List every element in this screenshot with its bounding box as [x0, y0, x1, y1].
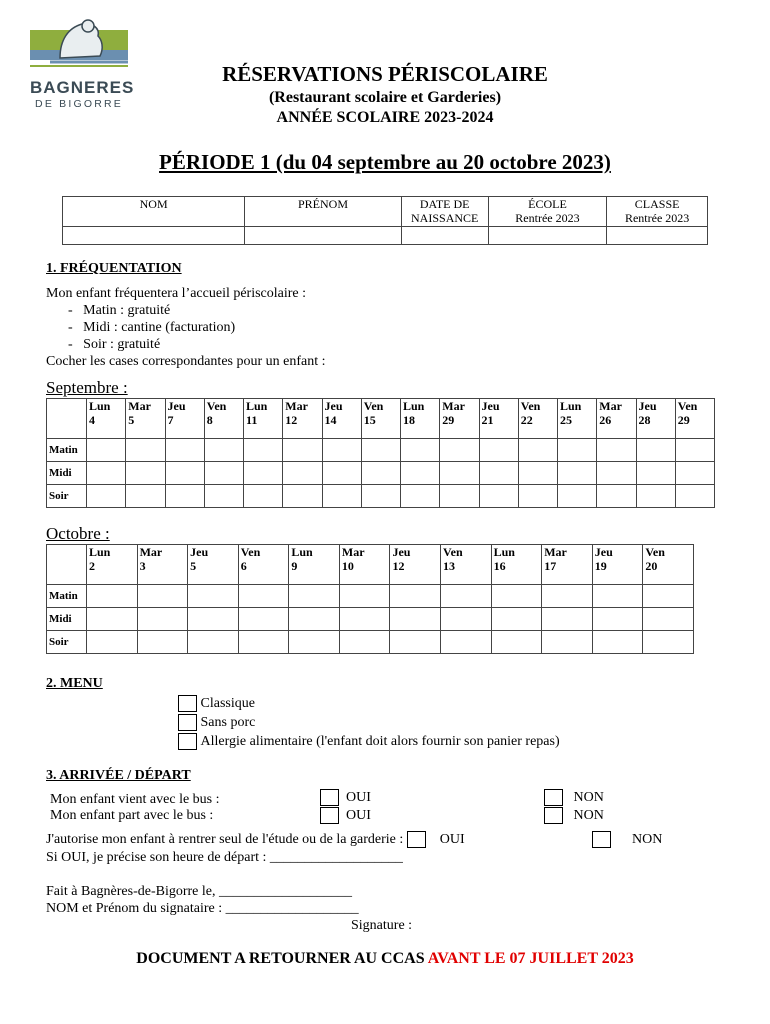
reservation-cell[interactable] [518, 439, 557, 462]
table-row [47, 631, 694, 654]
table-row [47, 439, 715, 462]
ecole-field[interactable] [488, 227, 607, 245]
row-label: Soir [47, 485, 87, 508]
reservation-cell[interactable] [289, 631, 340, 654]
bus-part-non[interactable]: NON [544, 807, 604, 824]
reservation-cell[interactable] [491, 631, 542, 654]
day-name: Ven [206, 399, 227, 413]
reservation-cell[interactable] [322, 485, 361, 508]
reservation-cell[interactable] [87, 439, 126, 462]
reservation-cell[interactable] [137, 585, 188, 608]
day-name: Lun [560, 399, 582, 413]
day-header [188, 545, 239, 585]
day-number: 14 [324, 413, 337, 427]
identity-table [62, 196, 708, 245]
menu-options [178, 694, 560, 751]
checkbox[interactable] [178, 714, 197, 731]
bus-vient-oui[interactable]: OUI [320, 789, 371, 806]
naissance-line2: NAISSANCE [411, 211, 479, 225]
table-row [47, 485, 715, 508]
reservation-cell[interactable] [244, 439, 283, 462]
day-header [597, 399, 636, 439]
septembre-calendar [46, 398, 715, 508]
day-header [491, 545, 542, 585]
list-item: - Matin : gratuité [68, 303, 171, 318]
reservation-cell[interactable] [188, 631, 239, 654]
reservation-cell[interactable] [636, 439, 675, 462]
day-header [204, 399, 243, 439]
day-name: Mar [599, 399, 622, 413]
reservation-cell[interactable] [283, 462, 322, 485]
septembre-label: Septembre : [46, 378, 128, 397]
logo-text: BAGNERES [30, 78, 135, 97]
autorise-label: J'autorise mon enfant à rentrer seul de l'étude ou de la garderie : OUI [46, 832, 465, 847]
reservation-cell[interactable] [322, 462, 361, 485]
day-header [441, 545, 492, 585]
day-name: Ven [645, 545, 665, 559]
table-row [47, 608, 694, 631]
day-header [137, 545, 188, 585]
day-number: 29 [677, 413, 690, 427]
day-number: 3 [139, 559, 146, 573]
subtitle-restaurant: (Restaurant scolaire et Garderies) [268, 89, 502, 106]
day-number: 22 [520, 413, 533, 427]
table-row [47, 462, 715, 485]
day-header [440, 399, 479, 439]
day-number: 15 [363, 413, 376, 427]
heure-depart-field[interactable]: Si OUI, je précise son heure de départ : ___________________ [46, 850, 403, 865]
day-header [322, 399, 361, 439]
ecole-header [488, 197, 607, 227]
signature-label: Signature : [351, 918, 413, 933]
menu-option-classique[interactable]: Classique [178, 694, 560, 713]
section-arrivee-title: 3. ARRIVÉE / DÉPART [46, 768, 191, 783]
classe-header [607, 197, 708, 227]
autorise-non[interactable]: NON [592, 831, 662, 848]
reservation-cell[interactable] [518, 462, 557, 485]
signataire-field[interactable]: NOM et Prénom du signataire : ___________________ [46, 901, 359, 916]
reservation-cell[interactable] [244, 462, 283, 485]
reservation-cell[interactable] [558, 439, 597, 462]
reservation-cell[interactable] [238, 608, 289, 631]
periode-title: PÉRIODE 1 (du 04 septembre au 20 octobre 2023) [159, 150, 611, 174]
footer-notice [0, 950, 770, 968]
day-header [87, 399, 126, 439]
reservation-cell[interactable] [87, 485, 126, 508]
reservation-cell[interactable] [542, 585, 593, 608]
day-header [238, 545, 289, 585]
day-number: 12 [392, 559, 405, 573]
reservation-cell[interactable] [87, 585, 138, 608]
reservation-cell[interactable] [479, 462, 518, 485]
nom-header: NOM [63, 197, 245, 227]
autorise-oui-label: OUI [439, 832, 465, 847]
reservation-cell[interactable] [289, 585, 340, 608]
reservation-cell[interactable] [401, 485, 440, 508]
day-header [165, 399, 204, 439]
day-header [390, 545, 441, 585]
day-header [592, 545, 643, 585]
day-name: Mar [341, 545, 365, 559]
prenom-field[interactable] [245, 227, 401, 245]
day-name: Mar [285, 399, 308, 413]
octobre-label: Octobre : [46, 524, 110, 543]
reservation-cell[interactable] [87, 631, 138, 654]
day-number: 9 [291, 559, 298, 573]
ecole-line1: ÉCOLE [528, 197, 567, 211]
checkbox[interactable] [320, 807, 339, 824]
day-header [542, 545, 593, 585]
reservation-cell[interactable] [491, 585, 542, 608]
reservation-cell[interactable] [238, 631, 289, 654]
fait-a-field[interactable]: Fait à Bagnères-de-Bigorre le, ___________________ [46, 884, 352, 899]
naissance-field[interactable] [401, 227, 488, 245]
reservation-cell[interactable] [401, 462, 440, 485]
reservation-cell[interactable] [592, 608, 643, 631]
reservation-cell[interactable] [137, 608, 188, 631]
reservation-cell[interactable] [558, 462, 597, 485]
reservation-cell[interactable] [479, 439, 518, 462]
day-name: Jeu [190, 545, 209, 559]
ecole-line2: Rentrée 2023 [515, 211, 580, 225]
reservation-cell[interactable] [165, 485, 204, 508]
reservation-cell[interactable] [283, 485, 322, 508]
corner-cell [47, 545, 87, 585]
reservation-cell[interactable] [479, 485, 518, 508]
reservation-cell[interactable] [188, 585, 239, 608]
reservation-cell[interactable] [675, 462, 714, 485]
reservation-cell[interactable] [441, 585, 492, 608]
checkbox[interactable] [178, 695, 197, 712]
reservation-cell[interactable] [390, 631, 441, 654]
day-number: 17 [544, 559, 557, 573]
day-name: Jeu [324, 399, 343, 413]
reservation-cell[interactable] [289, 608, 340, 631]
reservation-cell[interactable] [204, 462, 243, 485]
reservation-cell[interactable] [87, 608, 138, 631]
day-number: 18 [403, 413, 415, 427]
reservation-cell[interactable] [188, 608, 239, 631]
day-name: Lun [246, 399, 268, 413]
day-name: Jeu [638, 399, 657, 413]
day-number: 28 [638, 413, 651, 427]
reservation-cell[interactable] [558, 485, 597, 508]
day-number: 6 [240, 559, 247, 573]
reservation-cell[interactable] [440, 439, 479, 462]
day-number: 29 [442, 413, 455, 427]
naissance-header [401, 197, 488, 227]
reservation-cell[interactable] [643, 608, 694, 631]
day-header [289, 545, 340, 585]
reservation-cell[interactable] [339, 585, 390, 608]
bus-part-oui[interactable]: OUI [320, 807, 371, 824]
nom-field[interactable] [63, 227, 245, 245]
reservation-cell[interactable] [390, 608, 441, 631]
page-title: RÉSERVATIONS PÉRISCOLAIRE [222, 62, 548, 86]
reservation-cell[interactable] [441, 608, 492, 631]
day-number: 26 [599, 413, 612, 427]
row-label: Soir [47, 631, 87, 654]
day-header [87, 545, 138, 585]
reservation-cell[interactable] [165, 439, 204, 462]
day-name: Ven [520, 399, 541, 413]
reservation-cell[interactable] [542, 631, 593, 654]
day-name: Jeu [392, 545, 411, 559]
frequentation-instruction: Cocher les cases correspondantes pour un enfant : [46, 354, 326, 369]
reservation-cell[interactable] [322, 439, 361, 462]
day-name: Mar [544, 545, 567, 559]
day-number: 10 [341, 559, 354, 573]
reservation-cell[interactable] [244, 485, 283, 508]
menu-option-sans-porc[interactable]: Sans porc [178, 713, 560, 732]
table-row [47, 585, 694, 608]
reservation-cell[interactable] [204, 485, 243, 508]
row-label: Matin [47, 439, 87, 462]
day-header [643, 545, 694, 585]
day-header [675, 399, 714, 439]
day-name: Jeu [481, 399, 500, 413]
day-name: Mar [442, 399, 465, 413]
reservation-cell[interactable] [126, 462, 165, 485]
reservation-cell[interactable] [339, 608, 390, 631]
classe-line1: CLASSE [634, 197, 680, 211]
day-name: Lun [89, 545, 111, 559]
day-number: 12 [285, 413, 298, 427]
day-number: 25 [560, 413, 572, 427]
day-number: 2 [89, 559, 95, 573]
reservation-cell[interactable] [643, 585, 694, 608]
day-name: Jeu [594, 545, 613, 559]
day-header [558, 399, 597, 439]
day-number: 11 [246, 413, 258, 427]
reservation-cell[interactable] [87, 462, 126, 485]
row-label: Matin [47, 585, 87, 608]
reservation-cell[interactable] [204, 439, 243, 462]
day-name: Ven [677, 399, 698, 413]
reservation-cell[interactable] [441, 631, 492, 654]
footer-text: DOCUMENT A RETOURNER AU CCAS [136, 950, 428, 967]
day-name: Lun [403, 399, 425, 413]
frequentation-intro: Mon enfant fréquentera l’accueil périscolaire : [46, 286, 307, 301]
day-number: 5 [128, 413, 135, 427]
day-name: Ven [363, 399, 384, 413]
reservation-cell[interactable] [542, 608, 593, 631]
reservation-cell[interactable] [597, 462, 636, 485]
day-name: Lun [493, 545, 515, 559]
autorise-oui-checkbox[interactable] [407, 831, 426, 848]
day-number: 5 [190, 559, 197, 573]
reservation-cell[interactable] [238, 585, 289, 608]
day-number: 4 [89, 413, 95, 427]
day-number: 16 [493, 559, 506, 573]
reservation-cell[interactable] [518, 485, 557, 508]
calendar-table [46, 544, 694, 654]
day-number: 8 [206, 413, 213, 427]
footer-deadline: AVANT LE 07 JUILLET 2023 [427, 950, 634, 967]
reservation-cell[interactable] [361, 462, 400, 485]
day-number: 21 [481, 413, 494, 427]
day-name: Ven [443, 545, 463, 559]
reservation-cell[interactable] [390, 585, 441, 608]
section-frequentation-title: 1. FRÉQUENTATION [46, 261, 182, 276]
bus-part-label: Mon enfant part avec le bus : [50, 808, 214, 823]
day-number: 20 [645, 559, 658, 573]
day-name: Mar [139, 545, 163, 559]
day-name: Jeu [167, 399, 186, 413]
day-name: Mar [128, 399, 151, 413]
checkbox[interactable] [544, 789, 563, 806]
subtitle-annee: ANNÉE SCOLAIRE 2023-2024 [276, 109, 494, 126]
reservation-cell[interactable] [165, 462, 204, 485]
list-item: - Midi : cantine (facturation) [68, 320, 236, 335]
logo-subtext: DE BIGORRE [35, 98, 123, 110]
reservation-cell[interactable] [440, 462, 479, 485]
reservation-cell[interactable] [361, 439, 400, 462]
day-header [339, 545, 390, 585]
reservation-cell[interactable] [126, 485, 165, 508]
classe-field[interactable] [607, 227, 708, 245]
day-header [479, 399, 518, 439]
frequentation-list [68, 302, 235, 353]
bus-vient-non[interactable]: NON [544, 789, 604, 806]
day-name: Lun [291, 545, 313, 559]
prenom-header: PRÉNOM [245, 197, 401, 227]
checkbox[interactable] [178, 733, 197, 750]
octobre-calendar [46, 544, 694, 654]
day-header [636, 399, 675, 439]
reservation-cell[interactable] [636, 462, 675, 485]
reservation-cell[interactable] [597, 485, 636, 508]
reservation-cell[interactable] [675, 439, 714, 462]
reservation-cell[interactable] [440, 485, 479, 508]
row-label: Midi [47, 608, 87, 631]
bus-vient-label: Mon enfant vient avec le bus : [50, 792, 220, 807]
reservation-cell[interactable] [643, 631, 694, 654]
reservation-cell[interactable] [592, 585, 643, 608]
checkbox[interactable] [544, 807, 563, 824]
naissance-line1: DATE DE [419, 197, 470, 211]
day-header [401, 399, 440, 439]
reservation-cell[interactable] [137, 631, 188, 654]
corner-cell [47, 399, 87, 439]
reservation-cell[interactable] [636, 485, 675, 508]
reservation-cell[interactable] [592, 631, 643, 654]
reservation-cell[interactable] [491, 608, 542, 631]
reservation-cell[interactable] [675, 485, 714, 508]
reservation-cell[interactable] [401, 439, 440, 462]
menu-option-allergie[interactable]: Allergie alimentaire (l'enfant doit alors fournir son panier repas) [178, 732, 560, 751]
day-header [518, 399, 557, 439]
reservation-cell[interactable] [339, 631, 390, 654]
section-menu-title: 2. MENU [46, 676, 103, 691]
day-name: Lun [89, 399, 111, 413]
classe-line2: Rentrée 2023 [624, 211, 690, 225]
checkbox[interactable] [320, 789, 339, 806]
day-header [244, 399, 283, 439]
day-name: Ven [240, 545, 261, 559]
day-number: 19 [594, 559, 607, 573]
calendar-table [46, 398, 715, 508]
day-header [283, 399, 322, 439]
checkbox[interactable] [592, 831, 611, 848]
day-number: 7 [167, 413, 174, 427]
reservation-cell[interactable] [597, 439, 636, 462]
row-label: Midi [47, 462, 87, 485]
list-item: - Soir : gratuité [68, 337, 161, 352]
reservation-cell[interactable] [283, 439, 322, 462]
day-header [126, 399, 165, 439]
day-number: 13 [443, 559, 456, 573]
day-header [361, 399, 400, 439]
reservation-cell[interactable] [126, 439, 165, 462]
reservation-cell[interactable] [361, 485, 400, 508]
